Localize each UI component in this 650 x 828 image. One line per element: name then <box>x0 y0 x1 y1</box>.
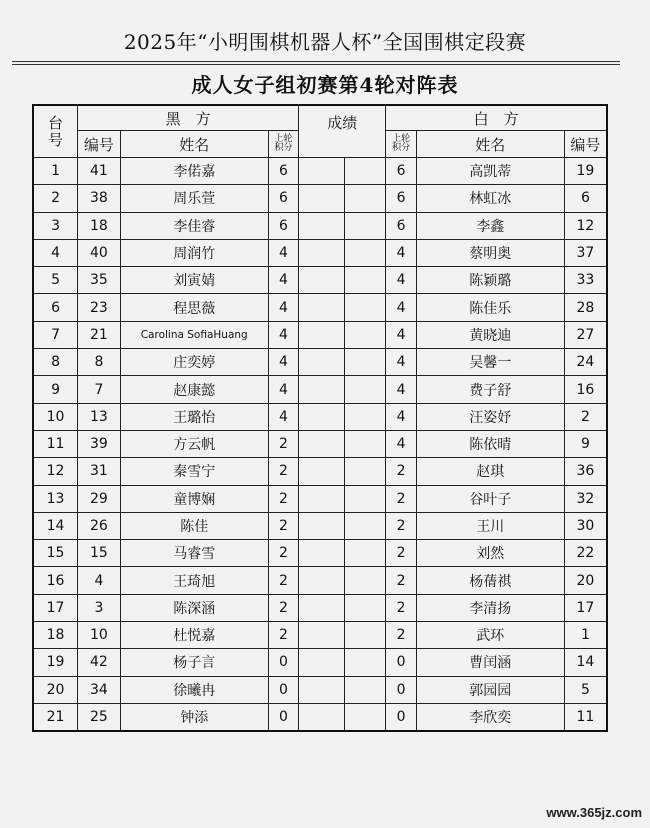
black-result-cell <box>299 376 345 403</box>
black-result-cell <box>299 512 345 539</box>
table-number-cell: 21 <box>33 703 78 731</box>
table-number-cell: 20 <box>33 676 78 703</box>
white-name-cell: 陈依晴 <box>416 430 564 457</box>
white-name-cell: 李清扬 <box>416 594 564 621</box>
title-divider-second <box>12 64 620 65</box>
table-row <box>33 267 607 294</box>
white-prev-score-cell: 4 <box>386 430 416 457</box>
white-prev-score-cell: 2 <box>386 567 416 594</box>
table-number-cell: 12 <box>33 458 78 485</box>
white-prev-score-cell: 6 <box>386 212 416 239</box>
black-prev-score-cell: 2 <box>268 485 298 512</box>
white-prev-score-cell: 0 <box>386 676 416 703</box>
table-row <box>33 158 607 185</box>
black-prev-score-cell: 0 <box>268 649 298 676</box>
table-number-cell: 3 <box>33 212 78 239</box>
tournament-title: 2025年“小明围棋机器人杯”全国围棋定段赛 <box>123 30 527 54</box>
table-number-cell: 9 <box>33 376 78 403</box>
white-prev-score-cell: 4 <box>386 294 416 321</box>
black-prev-score-cell: 0 <box>268 676 298 703</box>
table-row <box>33 212 607 239</box>
pairing-table <box>32 104 608 732</box>
white-prev-score-header-text: 上轮积分 <box>392 133 411 153</box>
white-result-cell <box>344 321 386 348</box>
table-number-cell: 1 <box>33 158 78 185</box>
black-prev-score-header-text: 上轮积分 <box>274 133 293 153</box>
black-number-cell: 39 <box>78 430 121 457</box>
white-number-cell: 36 <box>564 458 607 485</box>
black-name-cell: 刘寅婧 <box>120 267 268 294</box>
table-number-cell: 18 <box>33 622 78 649</box>
black-number-cell: 38 <box>78 185 121 212</box>
white-prev-score-cell: 6 <box>386 158 416 185</box>
black-number-cell: 41 <box>78 158 121 185</box>
white-prev-score-cell: 6 <box>386 185 416 212</box>
table-number-header <box>33 105 78 158</box>
black-number-cell: 42 <box>78 649 121 676</box>
black-number-cell: 29 <box>78 485 121 512</box>
white-name-cell: 谷叶子 <box>416 485 564 512</box>
black-number-cell: 18 <box>78 212 121 239</box>
black-number-cell: 7 <box>78 376 121 403</box>
white-number-cell: 9 <box>564 430 607 457</box>
black-prev-score-cell: 2 <box>268 567 298 594</box>
table-number-header-text: 台号 <box>48 113 64 149</box>
table-row <box>33 349 607 376</box>
table-row <box>33 376 607 403</box>
white-name-cell: 郭园园 <box>416 676 564 703</box>
white-result-cell <box>344 239 386 266</box>
white-result-cell <box>344 158 386 185</box>
black-name-cell: 钟添 <box>120 703 268 731</box>
black-prev-score-cell: 4 <box>268 403 298 430</box>
table-number-cell: 16 <box>33 567 78 594</box>
black-number-header: 编号 <box>78 131 121 158</box>
white-result-cell <box>344 349 386 376</box>
white-prev-score-cell: 4 <box>386 321 416 348</box>
black-prev-score-cell: 6 <box>268 158 298 185</box>
black-name-cell: 王琦旭 <box>120 567 268 594</box>
black-prev-score-cell: 2 <box>268 512 298 539</box>
black-name-cell: 程思薇 <box>120 294 268 321</box>
white-name-cell: 汪姿妤 <box>416 403 564 430</box>
black-result-cell <box>299 485 345 512</box>
white-result-cell <box>344 485 386 512</box>
black-result-cell <box>299 239 345 266</box>
table-row <box>33 403 607 430</box>
white-number-cell: 11 <box>564 703 607 731</box>
black-result-cell <box>299 649 345 676</box>
table-number-cell: 19 <box>33 649 78 676</box>
table-row <box>33 540 607 567</box>
table-row <box>33 512 607 539</box>
white-number-cell: 19 <box>564 158 607 185</box>
white-prev-score-cell: 4 <box>386 267 416 294</box>
black-name-cell: 秦雪宁 <box>120 458 268 485</box>
black-number-cell: 8 <box>78 349 121 376</box>
white-number-cell: 27 <box>564 321 607 348</box>
table-number-cell: 10 <box>33 403 78 430</box>
white-name-cell: 费子舒 <box>416 376 564 403</box>
table-row <box>33 321 607 348</box>
black-name-cell: 方云帆 <box>120 430 268 457</box>
white-name-cell: 蔡明奥 <box>416 239 564 266</box>
white-prev-score-cell: 4 <box>386 403 416 430</box>
white-name-cell: 曹闰涵 <box>416 649 564 676</box>
table-row <box>33 239 607 266</box>
black-number-cell: 4 <box>78 567 121 594</box>
black-name-cell: 庄奕婷 <box>120 349 268 376</box>
black-prev-score-cell: 2 <box>268 458 298 485</box>
black-prev-score-cell: 6 <box>268 212 298 239</box>
black-prev-score-cell: 2 <box>268 430 298 457</box>
white-result-cell <box>344 212 386 239</box>
black-number-cell: 13 <box>78 403 121 430</box>
white-result-cell <box>344 294 386 321</box>
white-name-cell: 赵琪 <box>416 458 564 485</box>
table-row <box>33 185 607 212</box>
table-number-cell: 8 <box>33 349 78 376</box>
white-name-cell: 陈颖璐 <box>416 267 564 294</box>
black-name-cell: 陈深涵 <box>120 594 268 621</box>
black-result-cell <box>299 622 345 649</box>
white-name-cell: 李欣奕 <box>416 703 564 731</box>
table-number-cell: 15 <box>33 540 78 567</box>
white-prev-score-cell: 2 <box>386 540 416 567</box>
white-name-cell: 刘然 <box>416 540 564 567</box>
white-prev-score-cell: 2 <box>386 512 416 539</box>
white-prev-score-cell: 4 <box>386 239 416 266</box>
white-prev-score-cell: 0 <box>386 649 416 676</box>
black-prev-score-cell: 6 <box>268 185 298 212</box>
white-result-cell <box>344 540 386 567</box>
black-side-header: 黑 方 <box>78 105 299 131</box>
black-result-cell <box>299 267 345 294</box>
white-prev-score-header <box>386 131 416 158</box>
white-prev-score-cell: 4 <box>386 376 416 403</box>
table-row <box>33 703 607 731</box>
white-name-cell: 武环 <box>416 622 564 649</box>
black-result-cell <box>299 594 345 621</box>
black-result-cell <box>299 540 345 567</box>
black-prev-score-cell: 4 <box>268 239 298 266</box>
site-watermark: www.365jz.com <box>546 805 642 820</box>
table-row <box>33 567 607 594</box>
black-name-cell: Carolina SofiaHuang <box>120 321 268 348</box>
table-number-cell: 2 <box>33 185 78 212</box>
white-result-cell <box>344 376 386 403</box>
black-name-cell: 杨子言 <box>120 649 268 676</box>
white-result-cell <box>344 430 386 457</box>
table-number-cell: 13 <box>33 485 78 512</box>
black-name-header: 姓名 <box>120 131 268 158</box>
table-row <box>33 594 607 621</box>
black-prev-score-cell: 4 <box>268 349 298 376</box>
table-row <box>33 622 607 649</box>
white-name-cell: 黄晓迪 <box>416 321 564 348</box>
black-number-cell: 26 <box>78 512 121 539</box>
black-result-cell <box>299 185 345 212</box>
black-prev-score-cell: 4 <box>268 267 298 294</box>
white-result-cell <box>344 512 386 539</box>
title-divider <box>12 61 620 62</box>
table-row <box>33 485 607 512</box>
white-number-cell: 24 <box>564 349 607 376</box>
black-prev-score-cell: 2 <box>268 540 298 567</box>
black-prev-score-cell: 4 <box>268 376 298 403</box>
black-name-cell: 周润竹 <box>120 239 268 266</box>
black-prev-score-cell: 2 <box>268 594 298 621</box>
white-side-header: 白 方 <box>386 105 607 131</box>
black-number-cell: 34 <box>78 676 121 703</box>
white-name-cell: 杨蒨祺 <box>416 567 564 594</box>
white-number-cell: 28 <box>564 294 607 321</box>
black-number-cell: 31 <box>78 458 121 485</box>
white-number-cell: 22 <box>564 540 607 567</box>
black-result-cell <box>299 294 345 321</box>
white-prev-score-cell: 0 <box>386 703 416 731</box>
white-result-cell <box>344 649 386 676</box>
white-number-cell: 6 <box>564 185 607 212</box>
table-row <box>33 430 607 457</box>
black-number-cell: 25 <box>78 703 121 731</box>
black-result-cell <box>299 430 345 457</box>
white-result-cell <box>344 185 386 212</box>
black-result-cell <box>299 212 345 239</box>
black-prev-score-header <box>268 131 298 158</box>
black-name-cell: 李偌嘉 <box>120 158 268 185</box>
table-row <box>33 649 607 676</box>
table-number-cell: 7 <box>33 321 78 348</box>
black-prev-score-cell: 4 <box>268 321 298 348</box>
white-number-cell: 33 <box>564 267 607 294</box>
black-name-cell: 周乐萱 <box>120 185 268 212</box>
table-number-cell: 5 <box>33 267 78 294</box>
white-number-cell: 20 <box>564 567 607 594</box>
black-number-cell: 35 <box>78 267 121 294</box>
white-number-cell: 17 <box>564 594 607 621</box>
result-header: 成绩 <box>299 105 386 158</box>
round-pairing-title: 成人女子组初赛第4轮对阵表 <box>191 73 459 97</box>
black-number-cell: 21 <box>78 321 121 348</box>
white-number-cell: 1 <box>564 622 607 649</box>
black-prev-score-cell: 2 <box>268 622 298 649</box>
table-row <box>33 458 607 485</box>
white-number-cell: 5 <box>564 676 607 703</box>
black-result-cell <box>299 321 345 348</box>
white-number-cell: 32 <box>564 485 607 512</box>
white-name-cell: 林虹冰 <box>416 185 564 212</box>
table-number-cell: 14 <box>33 512 78 539</box>
white-result-cell <box>344 567 386 594</box>
black-result-cell <box>299 567 345 594</box>
white-number-cell: 12 <box>564 212 607 239</box>
white-result-cell <box>344 622 386 649</box>
white-number-header: 编号 <box>564 131 607 158</box>
table-number-cell: 17 <box>33 594 78 621</box>
black-number-cell: 3 <box>78 594 121 621</box>
white-name-cell: 吴馨一 <box>416 349 564 376</box>
white-number-cell: 14 <box>564 649 607 676</box>
black-number-cell: 10 <box>78 622 121 649</box>
white-number-cell: 2 <box>564 403 607 430</box>
white-number-cell: 16 <box>564 376 607 403</box>
black-result-cell <box>299 158 345 185</box>
black-result-cell <box>299 403 345 430</box>
black-name-cell: 王璐怡 <box>120 403 268 430</box>
black-result-cell <box>299 703 345 731</box>
white-number-cell: 30 <box>564 512 607 539</box>
black-result-cell <box>299 458 345 485</box>
white-result-cell <box>344 458 386 485</box>
white-prev-score-cell: 2 <box>386 594 416 621</box>
black-name-cell: 童博娴 <box>120 485 268 512</box>
white-result-cell <box>344 403 386 430</box>
white-name-header: 姓名 <box>416 131 564 158</box>
white-prev-score-cell: 4 <box>386 349 416 376</box>
white-prev-score-cell: 2 <box>386 622 416 649</box>
black-prev-score-cell: 0 <box>268 703 298 731</box>
white-prev-score-cell: 2 <box>386 485 416 512</box>
white-prev-score-cell: 2 <box>386 458 416 485</box>
black-name-cell: 马睿雪 <box>120 540 268 567</box>
white-name-cell: 高凯蒂 <box>416 158 564 185</box>
black-prev-score-cell: 4 <box>268 294 298 321</box>
white-result-cell <box>344 594 386 621</box>
white-number-cell: 37 <box>564 239 607 266</box>
black-name-cell: 陈佳 <box>120 512 268 539</box>
black-number-cell: 40 <box>78 239 121 266</box>
black-name-cell: 赵康懿 <box>120 376 268 403</box>
white-result-cell <box>344 676 386 703</box>
table-row <box>33 294 607 321</box>
white-result-cell <box>344 703 386 731</box>
black-number-cell: 15 <box>78 540 121 567</box>
table-number-cell: 11 <box>33 430 78 457</box>
black-name-cell: 杜悦嘉 <box>120 622 268 649</box>
table-row <box>33 676 607 703</box>
black-result-cell <box>299 349 345 376</box>
table-number-cell: 6 <box>33 294 78 321</box>
white-result-cell <box>344 267 386 294</box>
black-name-cell: 李佳睿 <box>120 212 268 239</box>
white-name-cell: 陈佳乐 <box>416 294 564 321</box>
black-name-cell: 徐曦冉 <box>120 676 268 703</box>
white-name-cell: 李鑫 <box>416 212 564 239</box>
white-name-cell: 王川 <box>416 512 564 539</box>
black-result-cell <box>299 676 345 703</box>
black-number-cell: 23 <box>78 294 121 321</box>
table-number-cell: 4 <box>33 239 78 266</box>
